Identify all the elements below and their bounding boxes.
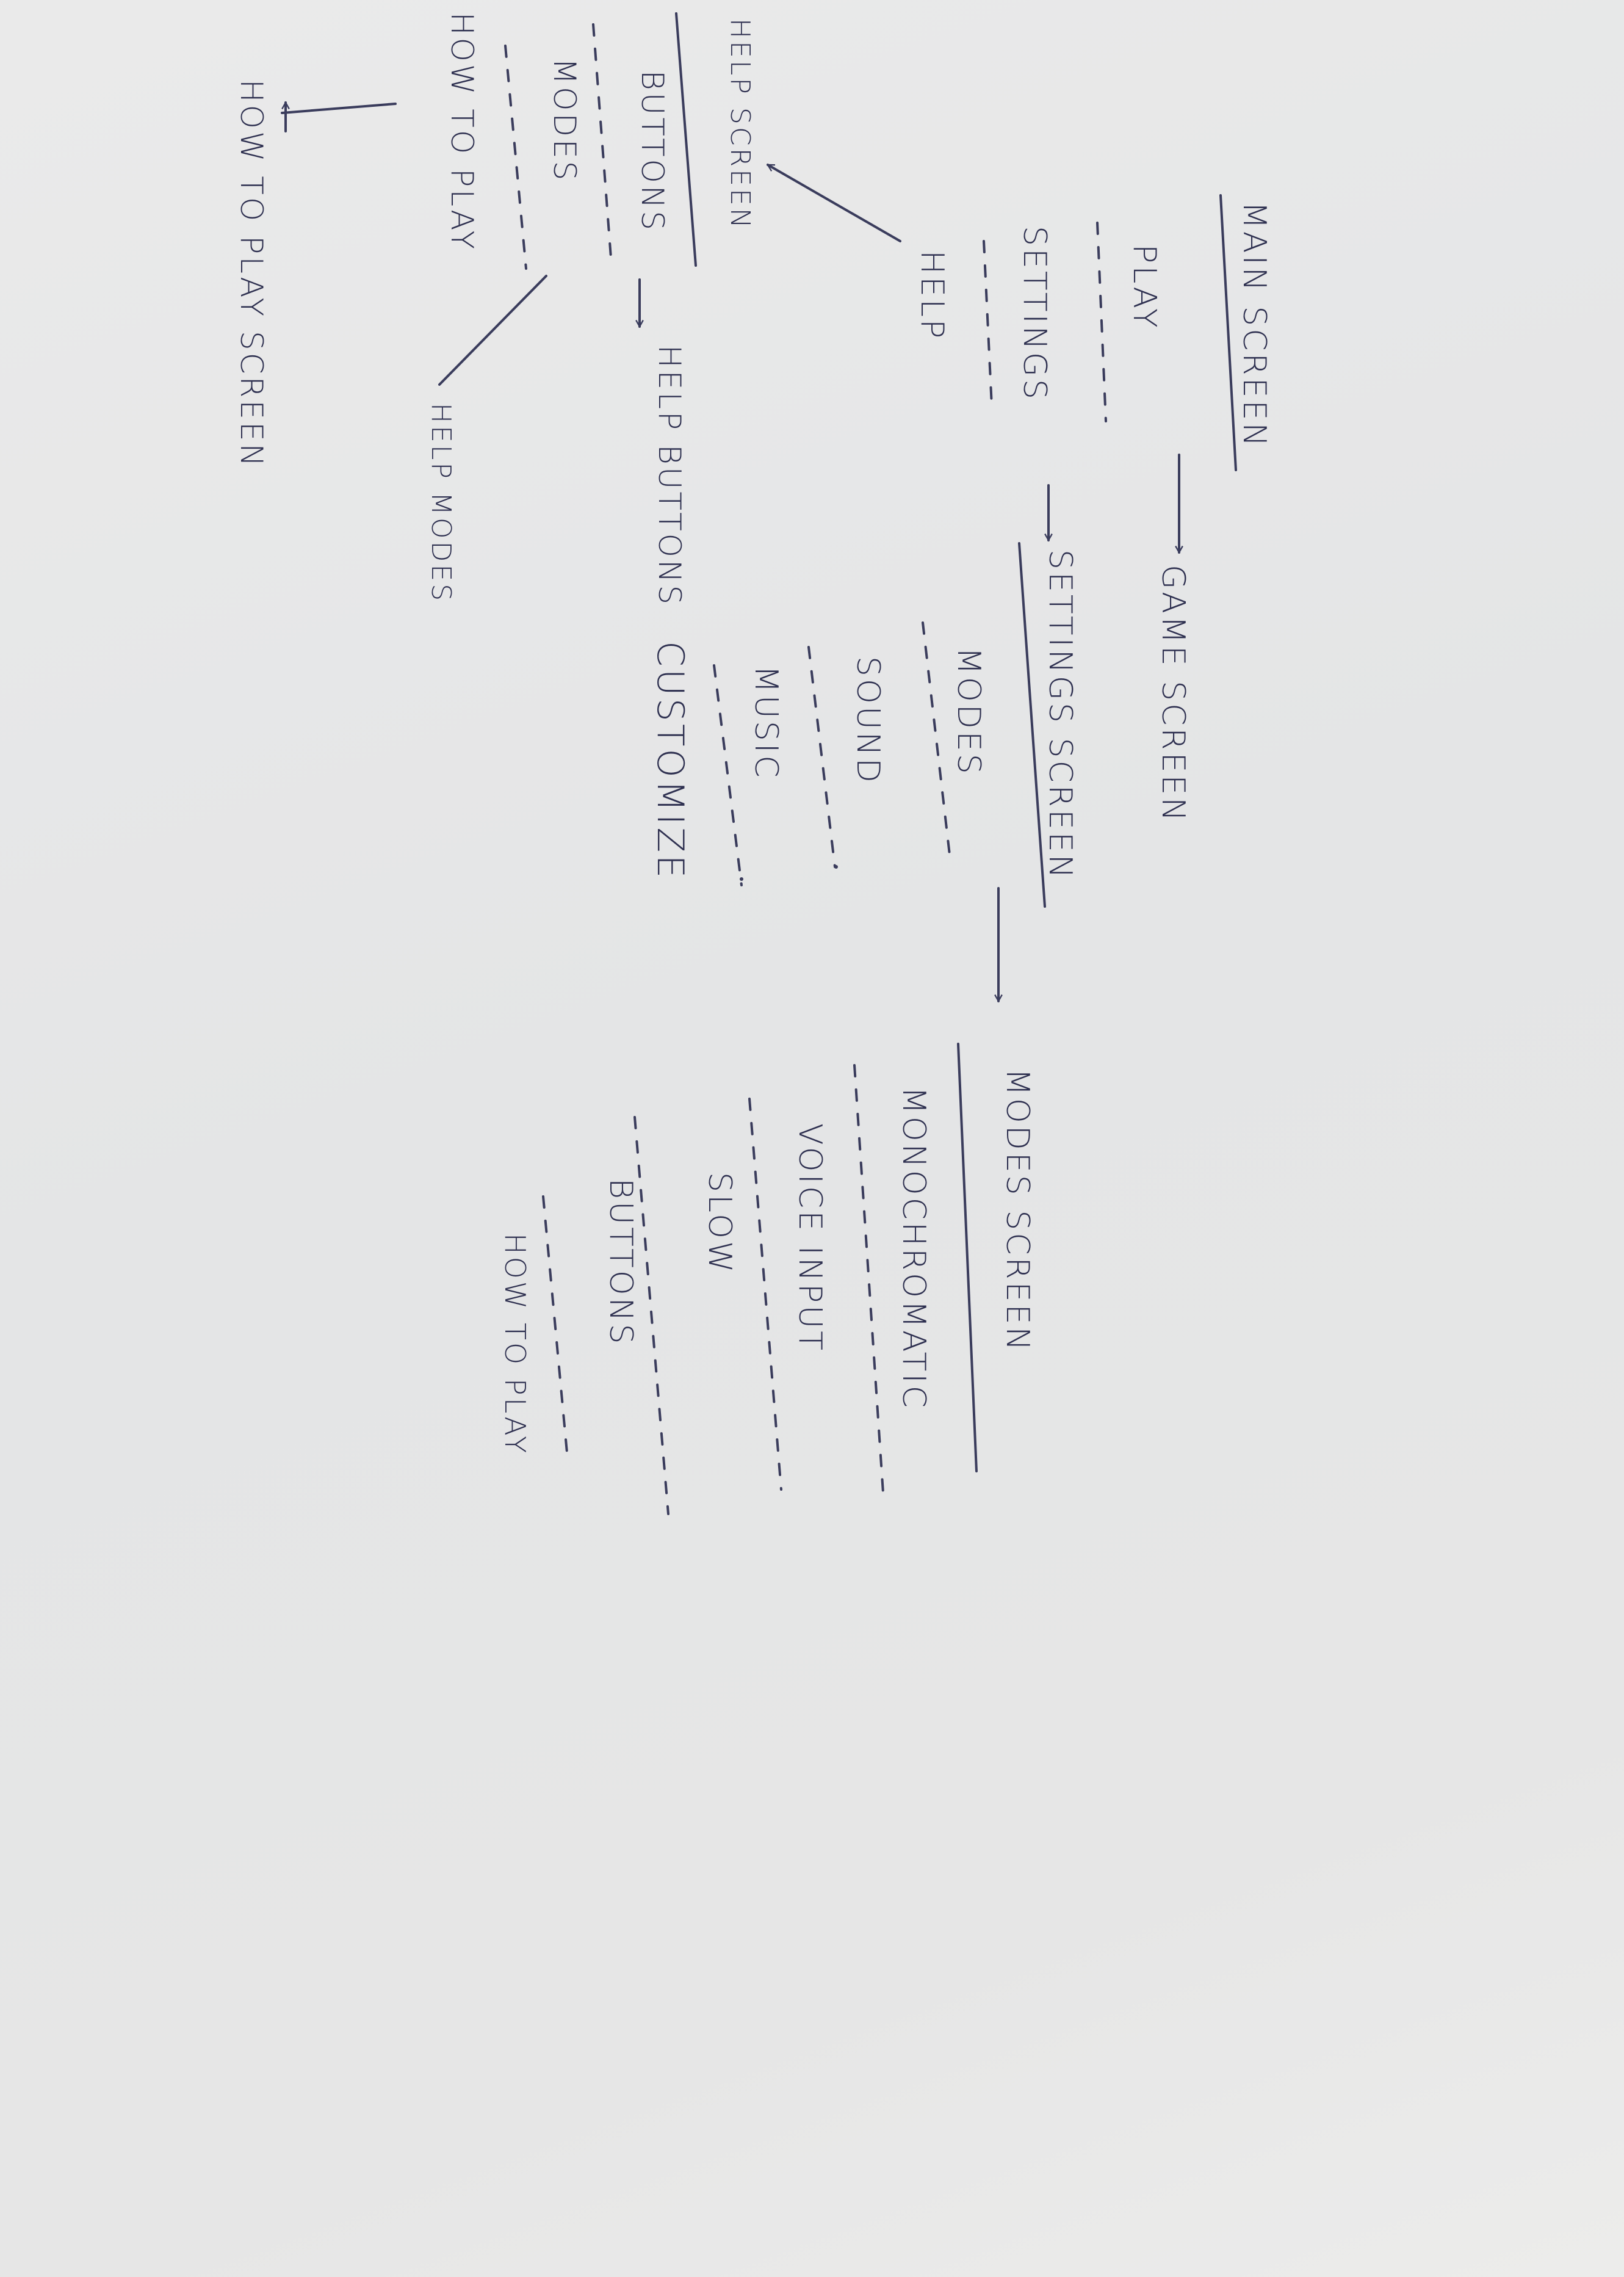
modes-item-divider-2: [749, 1099, 781, 1490]
modes-item-divider-4: [543, 1196, 568, 1459]
main-screen-item-settings: SETTINGS: [1016, 226, 1053, 402]
main-item-divider-1: [1097, 223, 1106, 421]
modes-item-monochromatic: MONOCHROMATIC: [895, 1087, 932, 1410]
modes-item-divider-1: [854, 1065, 884, 1502]
help-item-divider-1: [593, 24, 612, 266]
main-screen-title-underline: [1221, 195, 1236, 470]
modes-item-voice-input: VOICE INPUT: [792, 1123, 828, 1353]
modes-screen-group: [499, 1044, 1036, 1514]
main-screen-group: [914, 195, 1272, 470]
help-buttons-label: HELP BUTTONS: [652, 345, 687, 607]
help-item-buttons: BUTTONS: [635, 70, 670, 233]
main-screen-item-play: PLAY: [1126, 244, 1163, 330]
help-screen-title-underline: [676, 13, 696, 266]
main-screen-item-help: HELP: [914, 250, 950, 341]
help-item-modes: MODES: [547, 58, 582, 183]
how-to-play-screen-title: HOW TO PLAY SCREEN: [234, 79, 269, 469]
arrow-help-to-help-screen: [768, 165, 900, 241]
modes-item-how-to-play: HOW TO PLAY: [499, 1233, 532, 1456]
settings-item-sound: SOUND: [850, 656, 886, 785]
help-screen-group: [444, 12, 756, 269]
modes-item-divider-3: [635, 1117, 668, 1514]
help-item-how-to-play: HOW TO PLAY: [444, 12, 480, 252]
settings-item-customize: CUSTOMIZE: [649, 641, 691, 881]
help-item-divider-2: [505, 46, 526, 269]
modes-item-buttons: BUTTONS: [602, 1178, 639, 1347]
settings-item-music: MUSIC: [748, 665, 784, 780]
settings-screen-title: SETTINGS SCREEN: [1042, 549, 1078, 881]
settings-item-divider-1: [923, 623, 950, 855]
modes-screen-title: MODES SCREEN: [999, 1068, 1036, 1353]
settings-screen-group: [649, 543, 1078, 907]
pen-dot-1: [834, 865, 838, 869]
settings-item-modes: MODES: [950, 647, 987, 776]
help-screen-title: HELP SCREEN: [724, 18, 756, 231]
game-screen-title: GAME SCREEN: [1155, 565, 1191, 824]
settings-item-divider-2: [809, 647, 835, 867]
modes-screen-title-underline: [958, 1044, 976, 1471]
help-modes-label: HELP MODES: [425, 403, 457, 604]
settings-screen-title-underline: [1019, 543, 1045, 907]
settings-item-divider-3: [714, 665, 742, 885]
pen-dot-2: [740, 877, 743, 881]
modes-item-slow: SLOW: [701, 1172, 738, 1275]
main-screen-title: MAIN SCREEN: [1236, 201, 1272, 449]
connector-how-to-play-horizontal: [282, 104, 395, 113]
main-item-divider-2: [984, 241, 992, 406]
connector-modes-to-help-modes: [439, 276, 546, 385]
